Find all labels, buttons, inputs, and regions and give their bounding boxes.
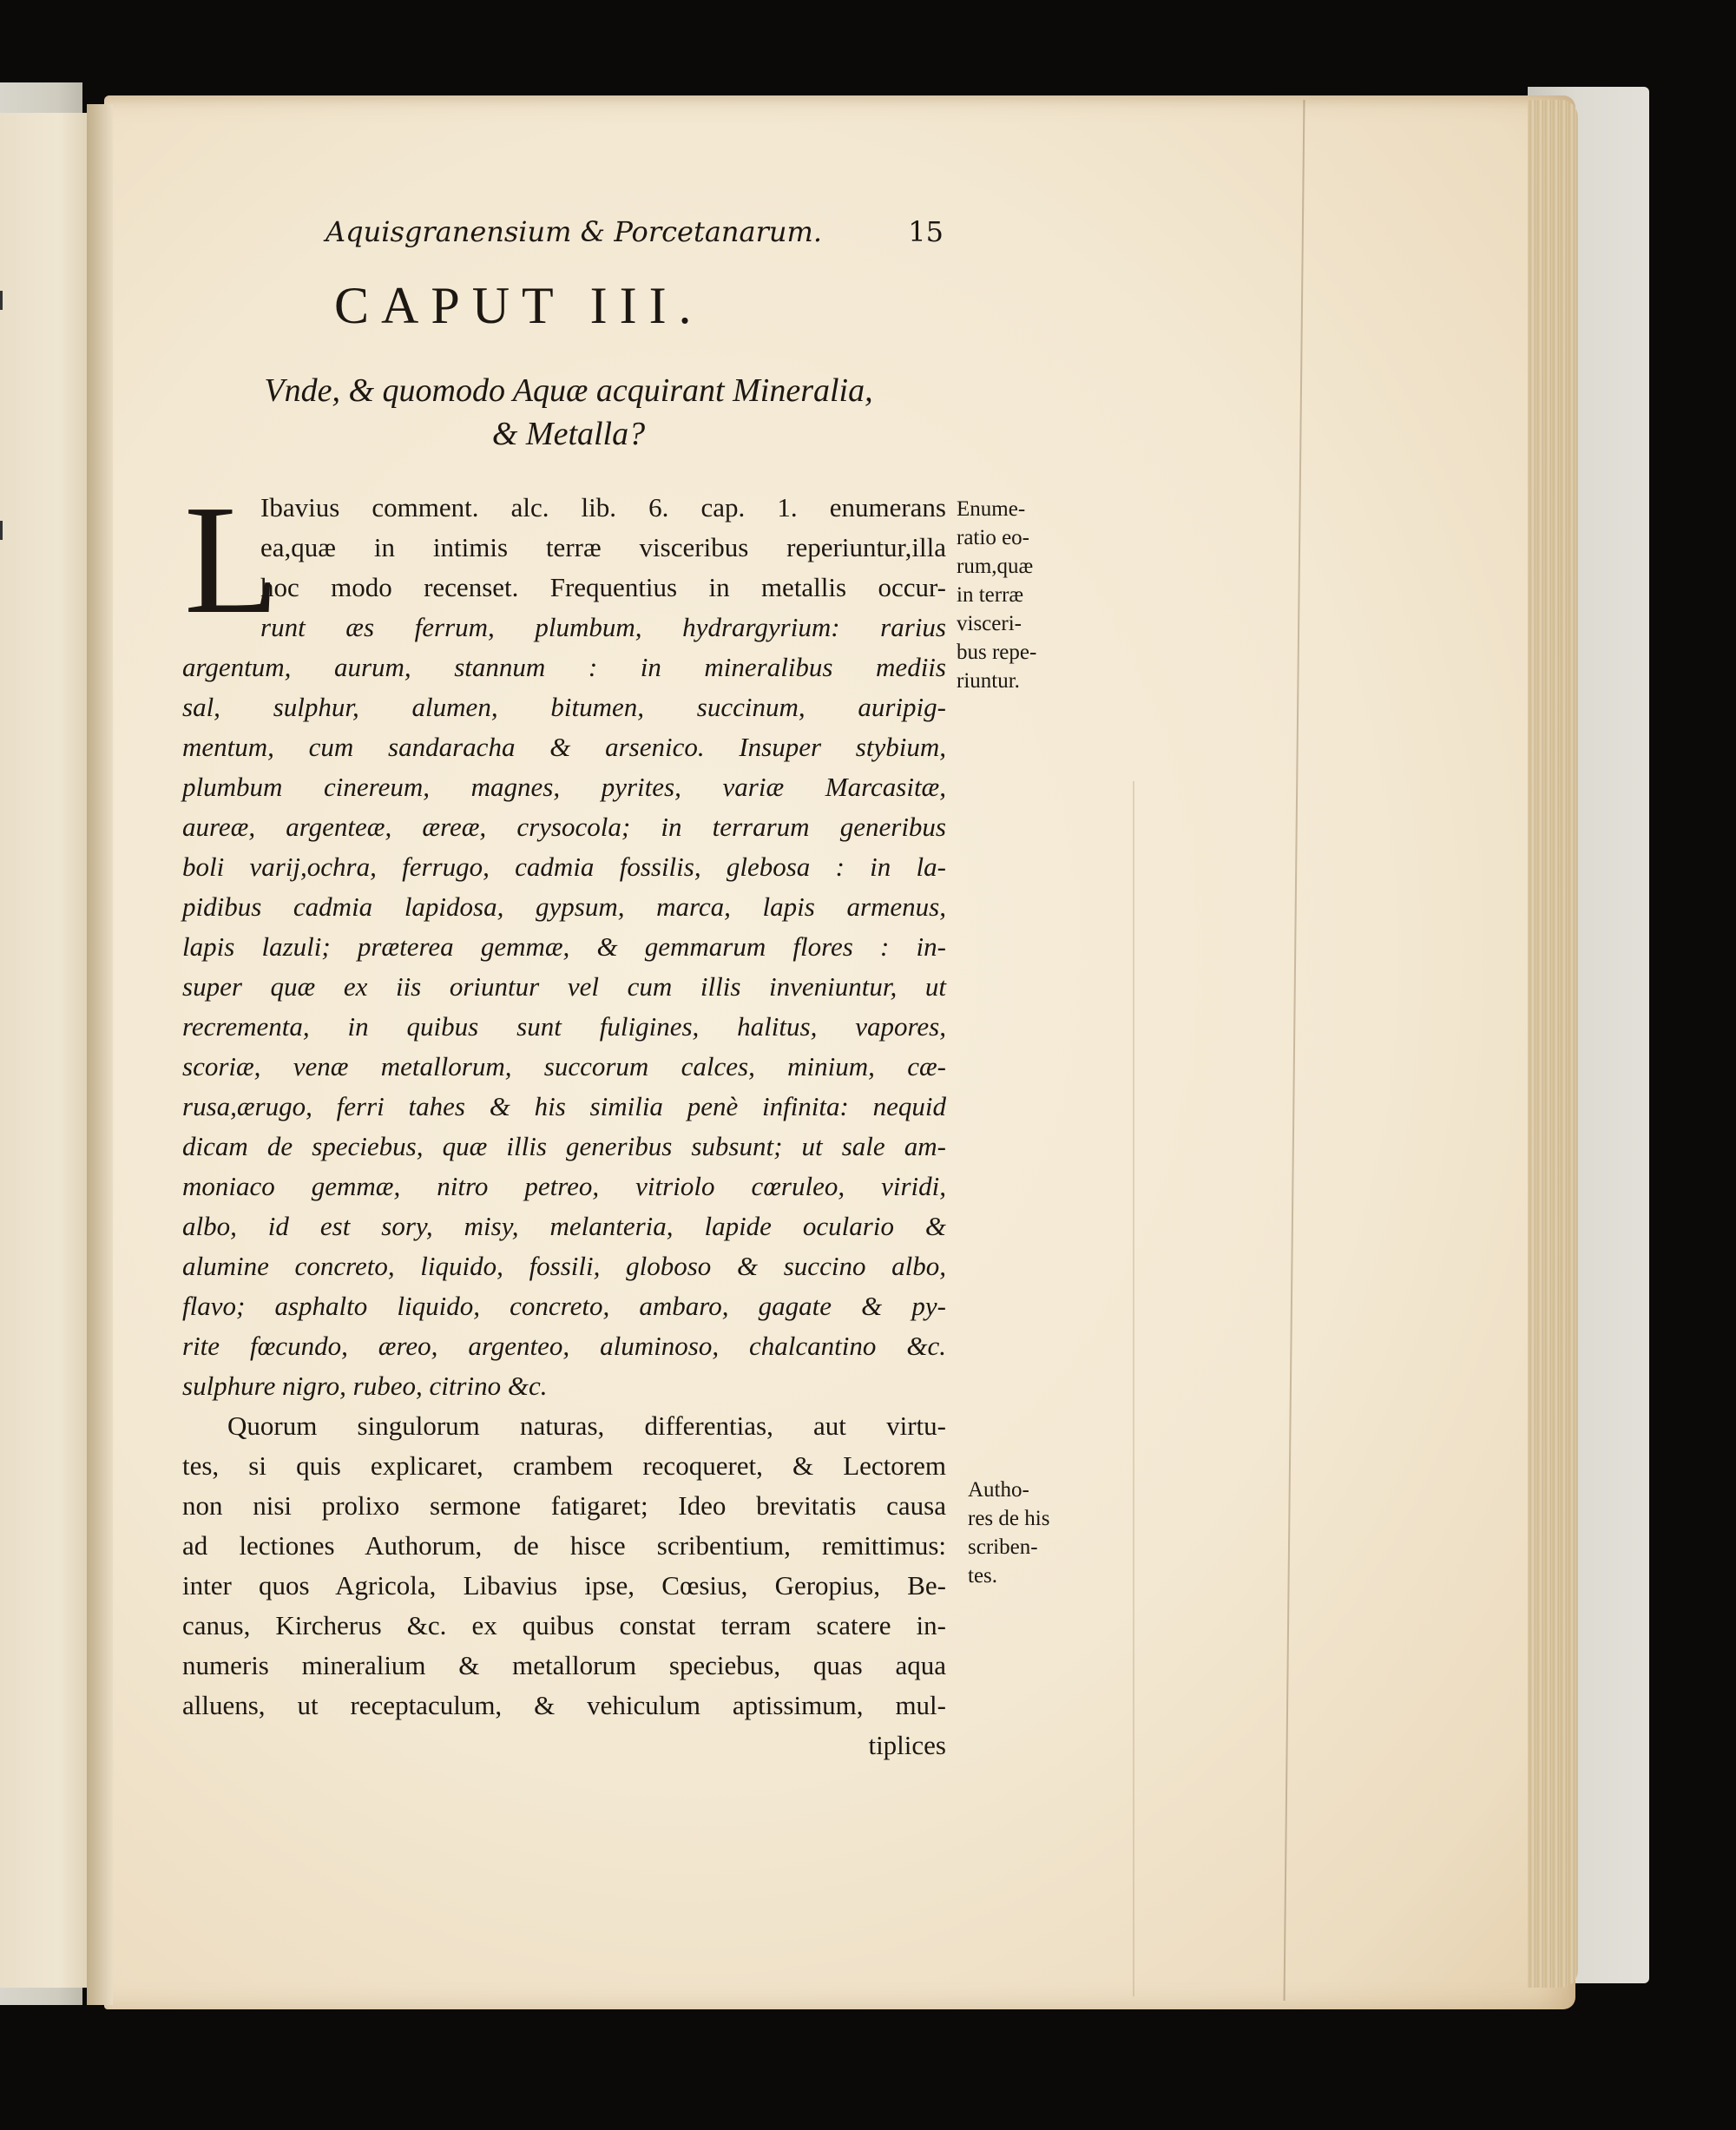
paper-crease [1133,781,1134,1996]
chapter-title: CAPUT III. [334,277,704,334]
page-gutter [87,104,113,2005]
text-line: albo, id est sory, misy, melanteria, lapide oculario & [182,1211,946,1241]
text-line: aureæ, argenteæ, æreæ, crysocola; in terrarum generibus [182,812,946,842]
subtitle-line: & Metalla? [491,416,646,452]
drop-cap: L [184,473,279,646]
text-line: dicam de speciebus, quæ illis generibus subsunt; ut sale am- [182,1131,946,1161]
text-line: sulphure nigro, rubeo, citrino &c. [182,1371,548,1401]
margin-note-line: Autho- [968,1478,1029,1502]
text-line: scoriæ, venæ metallorum, succorum calces, minium, cæ- [182,1051,946,1081]
text-line: tes, si quis explicaret, crambem recoqueret, & Lectorem [182,1450,946,1481]
text-line: super quæ ex iis oriuntur vel cum illis inveniuntur, ut [182,971,946,1002]
margin-note [957,495,1043,695]
text-line: canus, Kircherus &c. ex quibus constat terram scatere in- [182,1610,946,1640]
text-line: rite fœcundo, æreo, argenteo, aluminoso, chalcantino &c. [182,1331,946,1361]
text-line: inter quos Agricola, Libavius ipse, Cœsius, Geropius, Be- [182,1570,946,1601]
text-line: Ibavius comment. alc. lib. 6. cap. 1. enumerans [260,492,946,523]
text-line: flavo; asphalto liquido, concreto, ambaro, gagate & py- [182,1291,946,1321]
page-fore-edge [1528,100,1578,1988]
text-line: non nisi prolixo sermone fatigaret; Ideo brevitatis causa [182,1490,946,1521]
text-line: boli varij,ochra, ferrugo, cadmia fossilis, glebosa : in la- [182,851,946,882]
chapter-subtitle [182,369,955,456]
text-line: numeris mineralium & metallorum speciebus, quas aqua [182,1650,946,1680]
text-line: alumine concreto, liquido, fossili, globoso & succino albo, [182,1251,946,1281]
text-line: rusa,ærugo, ferri tahes & his similia penè infinita: nequid [182,1091,946,1121]
text-line: moniaco gemmæ, nitro petreo, vitriolo cœruleo, viridi, [182,1171,946,1201]
running-title: Aquisgranensium & Porcetanarum. [326,215,823,248]
margin-note-line: Enume- [957,497,1026,521]
text-line: Quorum singulorum naturas, differentias, aut virtu- [227,1410,946,1441]
margin-note-line: riuntur. [957,669,1020,693]
subtitle-line: Vnde, & quomodo Aquæ acquirant Mineralia, [264,372,873,409]
margin-note-line: bus repe- [957,641,1037,664]
margin-note-line: visceri- [957,612,1022,635]
margin-note-line: res de his [968,1507,1050,1530]
catchword: tiplices [868,1730,946,1760]
text-line: alluens, ut receptaculum, & vehiculum aptissimum, mul- [182,1690,946,1720]
text-line: sal, sulphur, alumen, bitumen, succinum, auripig- [182,692,946,722]
margin-note-line: in terræ [957,583,1024,607]
facing-page-mark [0,521,3,540]
text-line: ad lectiones Authorum, de hisce scribentium, remittimus: [182,1530,946,1561]
margin-note-line: scriben- [968,1535,1038,1559]
text-line: runt æs ferrum, plumbum, hydrargyrium: rarius [260,612,946,642]
margin-note-line: rum,quæ [957,555,1034,578]
text-line: ea,quæ in intimis terræ visceribus reperiuntur,illa [260,532,946,562]
text-line: pidibus cadmia lapidosa, gypsum, marca, lapis armenus, [182,891,946,922]
page-number: 15 [908,215,944,248]
text-line: mentum, cum sandaracha & arsenico. Insuper stybium, [182,732,946,762]
text-line: argentum, aurum, stannum : in mineralibus mediis [182,652,946,682]
margin-note-line: tes. [968,1564,998,1588]
margin-note-line: ratio eo- [957,526,1029,549]
facing-page-edge [0,113,100,1988]
text-line: lapis lazuli; præterea gemmæ, & gemmarum flores : in- [182,931,946,962]
text-line: recrementa, in quibus sunt fuligines, halitus, vapores, [182,1011,946,1042]
margin-note [968,1476,1055,1590]
text-line: hoc modo recenset. Frequentius in metallis occur- [260,572,946,602]
facing-page-mark [0,291,3,310]
text-line: plumbum cinereum, magnes, pyrites, variæ Marcasitæ, [182,772,946,802]
